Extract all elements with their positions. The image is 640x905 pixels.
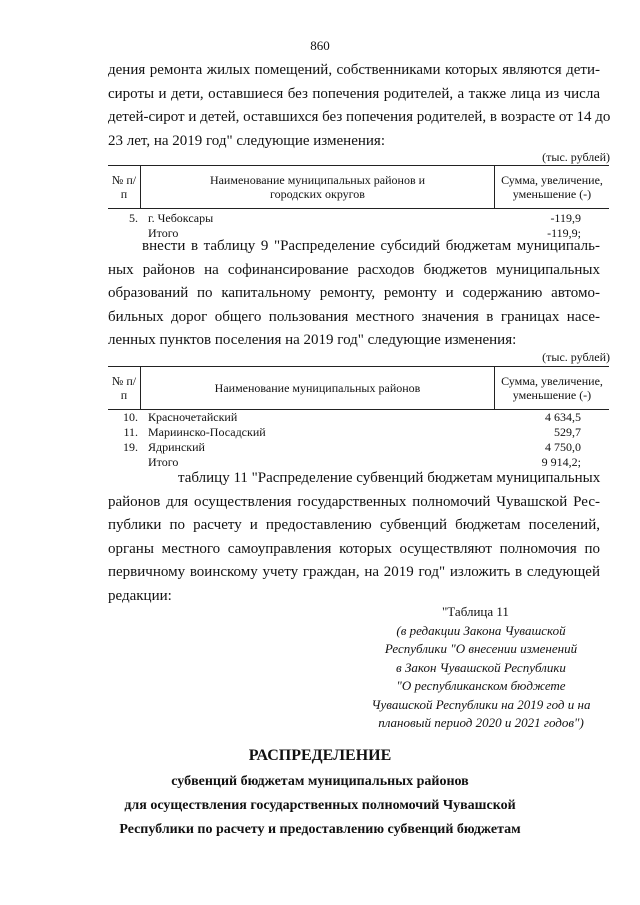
row-name: Мариинско-Посадский xyxy=(148,425,266,439)
intro-paragraph xyxy=(108,59,611,153)
row-value: 9 914,2; xyxy=(541,455,581,469)
page-number: 860 xyxy=(310,38,330,53)
epigraph-line: "О республиканском бюджете xyxy=(396,678,566,693)
table2-unit: (тыс. рублей) xyxy=(542,350,610,364)
text-line: 23 лет, на 2019 год" следующие изменения: xyxy=(108,132,385,149)
row-name: г. Чебоксары xyxy=(148,211,214,225)
text-line: сироты и дети, оставшиеся без попечения родителей, а также лица из числа xyxy=(108,85,600,102)
row-name: Красночетайский xyxy=(148,410,238,424)
text-line: образований по капитальному ремонту, ремонту и содержанию автомо- xyxy=(108,285,600,301)
epigraph-line: в Закон Чувашской Республики xyxy=(396,659,566,675)
epigraph-line: Республики "О внесении изменений xyxy=(384,641,578,656)
text-line: таблицу 11 "Распределение субвенций бюджетам муниципальных xyxy=(178,470,601,486)
row-number: 19. xyxy=(123,440,138,454)
row-number: 5. xyxy=(129,211,138,225)
text-line: ленных пунктов поселения на 2019 год" следующие изменения: xyxy=(108,332,517,348)
table2-header xyxy=(108,366,609,410)
row-value: -119,9 xyxy=(550,211,581,225)
table1-header xyxy=(108,165,609,209)
row-value: 4 634,5 xyxy=(545,410,581,424)
text-line: редакции: xyxy=(108,587,172,604)
col-sum-header: Сумма, увеличение, уменьшение (-) xyxy=(495,166,610,209)
table-row xyxy=(108,425,609,440)
paragraph-table9 xyxy=(108,235,600,353)
table-epigraph xyxy=(356,603,606,733)
row-number: 11. xyxy=(123,425,138,439)
row-value: 529,7 xyxy=(554,425,581,439)
col-sum-header: Сумма, увеличение, уменьшение (-) xyxy=(495,367,610,410)
table-row xyxy=(108,211,609,226)
heading-line: субвенций бюджетам муниципальных районов xyxy=(171,774,469,789)
text-line: публики по расчету и предоставлению субвенций бюджетам поселений, xyxy=(108,517,600,533)
row-value: -119,9; xyxy=(547,226,581,240)
row-name: Итого xyxy=(148,455,179,469)
table-row xyxy=(108,410,609,425)
text-line: дения ремонта жилых помещений, собственниками которых являются дети- xyxy=(108,62,600,78)
heading-line: для осуществления государственных полномочий Чувашской xyxy=(124,798,516,813)
row-value: 4 750,0 xyxy=(545,440,581,454)
text-line: бильных дорог общего пользования местного значения в границах насе- xyxy=(108,308,600,325)
text-line: детей-сирот и детей, оставшихся без попечения родителей, в возрасте от 14 до xyxy=(108,109,611,125)
heading-line: Республики по расчету и предоставлению субвенций бюджетам xyxy=(119,822,521,837)
col-num-header: № п/п xyxy=(108,367,141,410)
row-number: 10. xyxy=(123,410,138,424)
col-name-text: Наименование муниципальных районов и городских округов xyxy=(209,173,426,201)
row-name: Ядринский xyxy=(148,440,205,454)
col-name-header xyxy=(141,166,495,209)
text-line: первичному воинскому учету граждан, на 2019 год" изложить в следующей xyxy=(108,564,600,580)
table2-body xyxy=(108,410,609,470)
col-name-header: Наименование муниципальных районов xyxy=(141,367,495,410)
epigraph-line: Чувашской Республики на 2019 год и на xyxy=(371,696,591,712)
document-heading: РАСПРЕДЕЛЕНИЕ xyxy=(248,747,392,764)
text-line: внести в таблицу 9 "Распределение субсидий бюджетам муниципаль- xyxy=(142,238,600,254)
row-name: Итого xyxy=(148,226,179,240)
table-row xyxy=(108,440,609,455)
col-num-header: № п/п xyxy=(108,166,141,209)
epigraph-line: "Таблица 11 xyxy=(442,604,509,619)
epigraph-line: плановый период 2020 и 2021 годов") xyxy=(378,715,584,730)
table1-unit: (тыс. рублей) xyxy=(542,150,610,164)
text-line: районов для осуществления государственных полномочий Чувашской Рес- xyxy=(108,493,600,510)
text-line: органы местного самоуправления которых осуществляют полномочия по xyxy=(108,540,600,557)
epigraph-line: (в редакции Закона Чувашской xyxy=(396,622,566,638)
paragraph-table11 xyxy=(108,467,600,608)
text-line: ных районов на софинансирование расходов бюджетов муниципальных xyxy=(108,261,600,278)
